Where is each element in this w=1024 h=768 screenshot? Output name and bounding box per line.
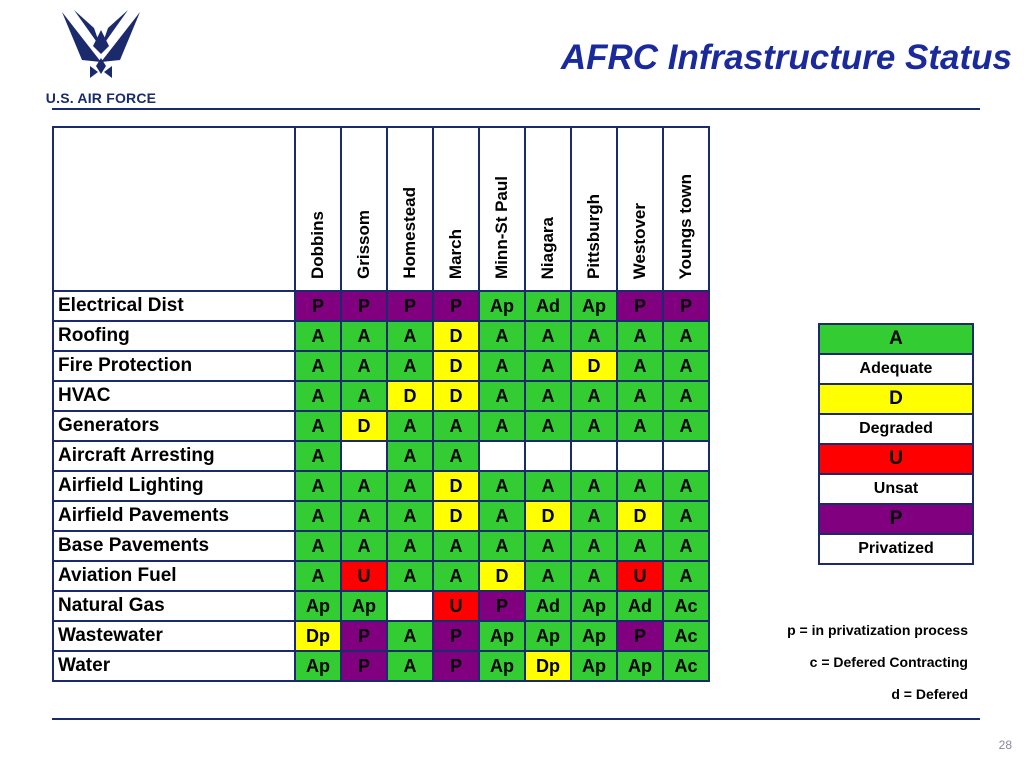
row-label: Airfield Pavements — [53, 501, 295, 531]
legend-swatch-row — [819, 504, 973, 534]
status-cell: A — [617, 471, 663, 501]
column-header: Pittsburgh — [571, 127, 617, 291]
status-cell: P — [433, 621, 479, 651]
legend-label: Degraded — [819, 414, 973, 444]
status-cell: A — [479, 531, 525, 561]
status-cell: A — [295, 321, 341, 351]
status-cell: Ap — [479, 651, 525, 681]
status-cell: A — [387, 441, 433, 471]
status-cell: D — [387, 381, 433, 411]
row-label: Natural Gas — [53, 591, 295, 621]
legend-swatch-row — [819, 384, 973, 414]
status-cell: A — [525, 561, 571, 591]
legend-table — [818, 323, 974, 565]
status-cell: A — [571, 531, 617, 561]
status-cell: Ac — [663, 651, 709, 681]
status-table-body — [53, 291, 709, 681]
status-cell: A — [663, 501, 709, 531]
status-cell: P — [341, 651, 387, 681]
status-cell: D — [433, 381, 479, 411]
status-cell: A — [479, 381, 525, 411]
status-cell: Dp — [295, 621, 341, 651]
air-force-logo — [40, 8, 162, 108]
status-cell: A — [387, 351, 433, 381]
row-label: Aviation Fuel — [53, 561, 295, 591]
status-cell: A — [387, 531, 433, 561]
status-cell: A — [525, 351, 571, 381]
status-cell: D — [479, 561, 525, 591]
status-cell: A — [479, 321, 525, 351]
row-label: HVAC — [53, 381, 295, 411]
table-row — [53, 651, 709, 681]
row-label: Base Pavements — [53, 531, 295, 561]
status-cell: A — [341, 321, 387, 351]
status-cell: D — [617, 501, 663, 531]
status-cell: D — [433, 351, 479, 381]
status-cell: Ad — [525, 591, 571, 621]
column-header: March — [433, 127, 479, 291]
logo-text: U.S. AIR FORCE — [45, 90, 157, 106]
status-cell: A — [525, 411, 571, 441]
status-cell: U — [341, 561, 387, 591]
status-cell: A — [387, 621, 433, 651]
status-cell: A — [525, 381, 571, 411]
status-cell: A — [617, 381, 663, 411]
status-cell: A — [571, 471, 617, 501]
status-cell: P — [295, 291, 341, 321]
status-cell: P — [479, 591, 525, 621]
status-cell: A — [571, 501, 617, 531]
legend-swatch: D — [819, 384, 973, 414]
status-cell: Ap — [341, 591, 387, 621]
table-row — [53, 561, 709, 591]
status-cell — [571, 441, 617, 471]
row-label: Aircraft Arresting — [53, 441, 295, 471]
legend-label: Unsat — [819, 474, 973, 504]
table-row — [53, 411, 709, 441]
row-label: Electrical Dist — [53, 291, 295, 321]
legend-label: Privatized — [819, 534, 973, 564]
status-cell: Ap — [295, 591, 341, 621]
status-cell: Ap — [571, 291, 617, 321]
row-label: Wastewater — [53, 621, 295, 651]
status-cell: D — [433, 471, 479, 501]
status-cell: A — [433, 441, 479, 471]
status-cell: D — [525, 501, 571, 531]
column-header: Minn-St Paul — [479, 127, 525, 291]
status-cell: D — [433, 321, 479, 351]
status-cell: P — [433, 651, 479, 681]
status-cell: A — [617, 351, 663, 381]
status-cell: A — [433, 411, 479, 441]
table-row — [53, 351, 709, 381]
status-cell: P — [341, 291, 387, 321]
status-cell: A — [663, 321, 709, 351]
column-header-row — [53, 127, 709, 291]
status-cell: D — [433, 501, 479, 531]
status-cell — [525, 441, 571, 471]
status-cell: A — [663, 411, 709, 441]
status-cell: D — [341, 411, 387, 441]
legend-swatch: A — [819, 324, 973, 354]
status-cell: A — [617, 531, 663, 561]
legend-label: Adequate — [819, 354, 973, 384]
status-cell: A — [571, 411, 617, 441]
status-cell: A — [525, 321, 571, 351]
table-row — [53, 531, 709, 561]
status-cell: P — [617, 621, 663, 651]
table-row — [53, 381, 709, 411]
status-cell: P — [433, 291, 479, 321]
row-label: Airfield Lighting — [53, 471, 295, 501]
status-cell: Ap — [525, 621, 571, 651]
column-header: Grissom — [341, 127, 387, 291]
bottom-divider — [52, 718, 980, 720]
status-cell — [617, 441, 663, 471]
status-cell: Ad — [617, 591, 663, 621]
status-cell: A — [341, 471, 387, 501]
status-cell: Ap — [479, 621, 525, 651]
row-label: Fire Protection — [53, 351, 295, 381]
column-header: Dobbins — [295, 127, 341, 291]
status-cell: A — [387, 471, 433, 501]
status-cell: U — [433, 591, 479, 621]
status-cell: A — [525, 531, 571, 561]
top-divider — [52, 108, 980, 110]
status-cell: A — [387, 501, 433, 531]
status-cell: A — [341, 381, 387, 411]
corner-cell — [53, 127, 295, 291]
status-cell: P — [387, 291, 433, 321]
legend-swatch-row — [819, 324, 973, 354]
status-cell: Ac — [663, 621, 709, 651]
note-contracting: c = Defered Contracting — [809, 654, 968, 670]
status-cell: P — [341, 621, 387, 651]
legend-body — [819, 324, 973, 564]
column-header: Youngs town — [663, 127, 709, 291]
legend-swatch-row — [819, 444, 973, 474]
legend-label-row — [819, 414, 973, 444]
status-cell: Dp — [525, 651, 571, 681]
status-cell: D — [571, 351, 617, 381]
note-defered: d = Defered — [891, 686, 968, 702]
status-cell: A — [663, 351, 709, 381]
status-cell: A — [295, 381, 341, 411]
status-cell: A — [341, 501, 387, 531]
status-cell — [479, 441, 525, 471]
legend-swatch: U — [819, 444, 973, 474]
note-privatization: p = in privatization process — [787, 622, 968, 638]
status-cell: A — [341, 351, 387, 381]
status-cell: A — [295, 351, 341, 381]
row-label: Water — [53, 651, 295, 681]
table-row — [53, 291, 709, 321]
status-cell — [341, 441, 387, 471]
page-title: AFRC Infrastructure Status — [560, 38, 1012, 77]
column-header: Westover — [617, 127, 663, 291]
table-row — [53, 591, 709, 621]
status-cell: A — [387, 651, 433, 681]
status-cell: A — [295, 471, 341, 501]
status-cell: Ap — [571, 621, 617, 651]
status-cell: A — [433, 531, 479, 561]
status-cell: Ad — [525, 291, 571, 321]
status-cell: A — [295, 441, 341, 471]
row-label: Roofing — [53, 321, 295, 351]
status-cell: U — [617, 561, 663, 591]
status-cell: A — [617, 411, 663, 441]
page-number: 28 — [998, 738, 1012, 752]
status-cell — [663, 441, 709, 471]
status-cell: A — [663, 531, 709, 561]
status-cell: P — [663, 291, 709, 321]
status-cell: Ap — [295, 651, 341, 681]
table-row — [53, 621, 709, 651]
status-cell: Ap — [617, 651, 663, 681]
status-cell: P — [617, 291, 663, 321]
status-cell: A — [295, 411, 341, 441]
status-cell: Ap — [571, 591, 617, 621]
legend-label-row — [819, 354, 973, 384]
air-force-wings-icon — [60, 8, 142, 80]
table-row — [53, 471, 709, 501]
status-cell: A — [295, 531, 341, 561]
status-cell: A — [479, 501, 525, 531]
status-cell: Ap — [479, 291, 525, 321]
row-label: Generators — [53, 411, 295, 441]
status-cell: Ap — [571, 651, 617, 681]
status-table — [52, 126, 710, 682]
status-cell: A — [663, 471, 709, 501]
status-cell: A — [341, 531, 387, 561]
status-cell: A — [571, 561, 617, 591]
legend-label-row — [819, 534, 973, 564]
status-cell: A — [663, 381, 709, 411]
legend-swatch: P — [819, 504, 973, 534]
status-cell: Ac — [663, 591, 709, 621]
column-header: Niagara — [525, 127, 571, 291]
status-cell: A — [571, 321, 617, 351]
status-cell: A — [387, 561, 433, 591]
column-header: Homestead — [387, 127, 433, 291]
legend-label-row — [819, 474, 973, 504]
status-cell: A — [479, 351, 525, 381]
status-cell: A — [663, 561, 709, 591]
status-cell: A — [479, 411, 525, 441]
status-cell — [387, 591, 433, 621]
status-cell: A — [295, 501, 341, 531]
status-cell: A — [387, 411, 433, 441]
table-row — [53, 501, 709, 531]
status-cell: A — [433, 561, 479, 591]
status-cell: A — [571, 381, 617, 411]
status-cell: A — [525, 471, 571, 501]
status-cell: A — [479, 471, 525, 501]
status-cell: A — [295, 561, 341, 591]
table-row — [53, 441, 709, 471]
status-cell: A — [387, 321, 433, 351]
status-cell: A — [617, 321, 663, 351]
table-row — [53, 321, 709, 351]
